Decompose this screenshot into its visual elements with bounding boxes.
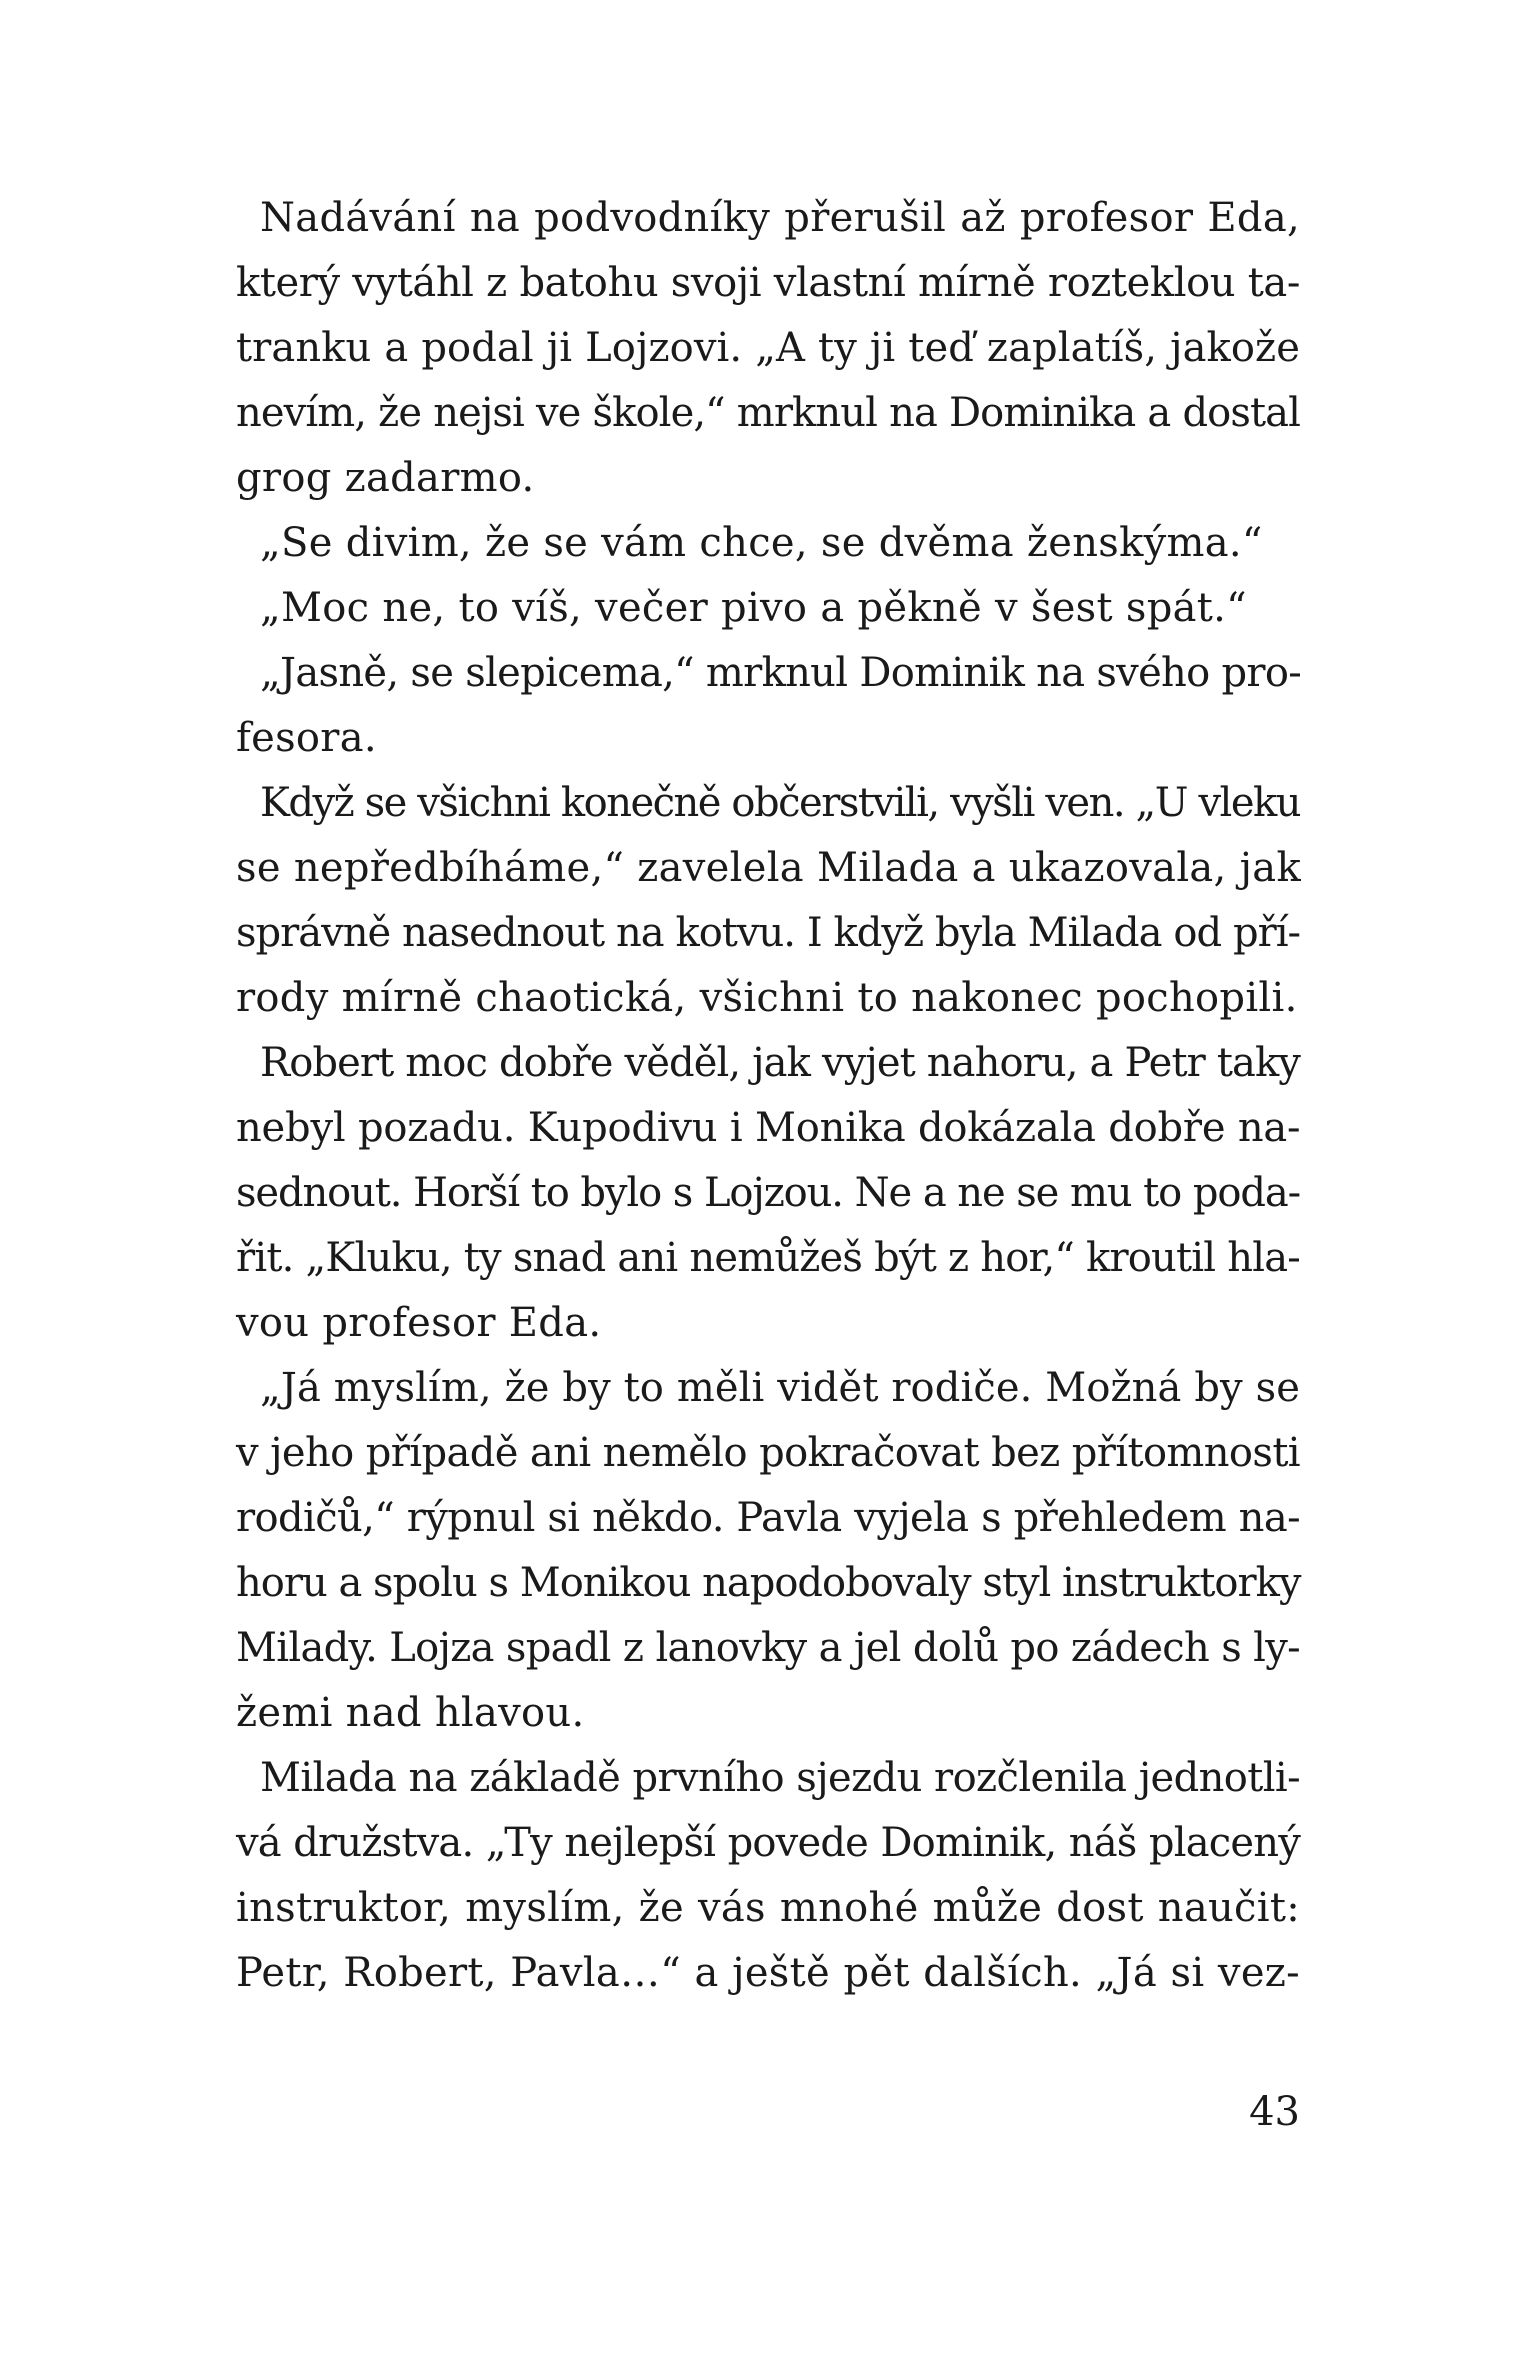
text-line: nebyl pozadu. Kupodivu i Monika dokázala dobře na- xyxy=(236,1105,1301,1151)
text-line: vou profesor Eda. xyxy=(236,1300,602,1346)
text-line: horu a spolu s Monikou napodobovaly styl instruktorky xyxy=(236,1560,1301,1606)
text-line: Robert moc dobře věděl, jak vyjet nahoru, a Petr taky xyxy=(260,1040,1300,1086)
text-line: instruktor, myslím, že vás mnohé může dost naučit: xyxy=(236,1885,1300,1931)
text-line: „Se divim, že se vám chce, se dvěma ženskýma.“ xyxy=(260,520,1263,566)
text-line: Milady. Lojza spadl z lanovky a jel dolů po zádech s ly- xyxy=(236,1625,1300,1671)
text-line: „Moc ne, to víš, večer pivo a pěkně v šest spát.“ xyxy=(260,585,1247,631)
text-line: Petr, Robert, Pavla…“ a ještě pět dalších. „Já si vez- xyxy=(236,1950,1300,1996)
text-line: který vytáhl z batohu svoji vlastní mírně rozteklou ta- xyxy=(236,260,1300,306)
text-line: rody mírně chaotická, všichni to nakonec pochopili. xyxy=(236,975,1298,1021)
text-line: „Já myslím, že by to měli vidět rodiče. Možná by se xyxy=(260,1365,1300,1411)
text-line: Když se všichni konečně občerstvili, vyšli ven. „U vleku xyxy=(260,780,1300,826)
page-number: 43 xyxy=(1249,2089,1300,2135)
text-line: řit. „Kluku, ty snad ani nemůžeš být z hor,“ kroutil hla- xyxy=(236,1235,1300,1281)
text-line: se nepředbíháme,“ zavelela Milada a ukazovala, jak xyxy=(236,845,1301,891)
text-line: rodičů,“ rýpnul si někdo. Pavla vyjela s přehledem na- xyxy=(236,1495,1300,1541)
text-line: nevím, že nejsi ve škole,“ mrknul na Dominika a dostal xyxy=(236,390,1300,436)
text-line: grog zadarmo. xyxy=(236,455,535,501)
text-line: tranku a podal ji Lojzovi. „A ty ji teď zaplatíš, jakože xyxy=(236,325,1300,371)
text-line: žemi nad hlavou. xyxy=(236,1690,585,1736)
text-line: sednout. Horší to bylo s Lojzou. Ne a ne se mu to poda- xyxy=(236,1170,1300,1216)
text-line: vá družstva. „Ty nejlepší povede Dominik, náš placený xyxy=(236,1820,1300,1866)
body-text xyxy=(236,186,1300,2006)
text-line: fesora. xyxy=(236,715,377,761)
text-line: v jeho případě ani nemělo pokračovat bez přítomnosti xyxy=(236,1430,1300,1476)
text-line: Nadávání na podvodníky přerušil až profesor Eda, xyxy=(260,195,1300,241)
text-line: „Jasně, se slepicema,“ mrknul Dominik na svého pro- xyxy=(260,650,1302,696)
text-line: Milada na základě prvního sjezdu rozčlenila jednotli- xyxy=(260,1755,1300,1801)
text-line: správně nasednout na kotvu. I když byla Milada od pří- xyxy=(236,910,1300,956)
